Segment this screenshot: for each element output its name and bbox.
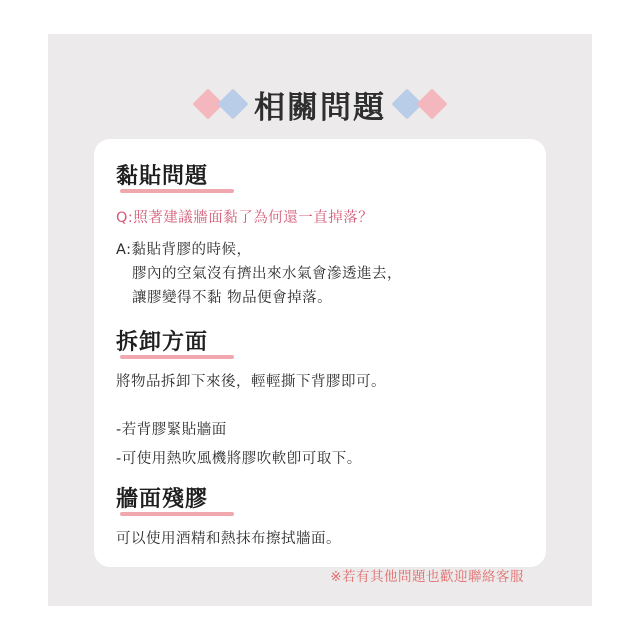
faq-card (94, 139, 546, 586)
question-text: Q:照著建議牆面黏了為何還一直掉落？ (116, 210, 374, 226)
answer-line: A:黏貼背膠的時候， (116, 242, 252, 258)
section-removal (116, 325, 524, 472)
right-diamond-group (396, 93, 443, 115)
body-line: 可以使用酒精和熱抹布擦拭牆面。 (116, 530, 341, 547)
diamond-icon (217, 88, 248, 119)
page-title: 相關問題 (254, 89, 386, 126)
answer-line: 膠內的空氣沒有擠出來水氣會滲透進去， (132, 265, 402, 282)
section-residue (116, 482, 524, 552)
body-line: -可使用熱吹風機將膠吹軟卽可取下。 (116, 451, 362, 468)
section-adhesion (116, 159, 524, 311)
diamond-icon (416, 88, 447, 119)
answer-line: 讓膠變得不黏 物品便會掉落。 (132, 289, 333, 306)
answer-block (116, 239, 524, 311)
footer-note: ※若有其他問題也歡迎聯絡客服 (330, 569, 524, 586)
section-heading: 黏貼問題 (116, 159, 208, 192)
left-diamond-group (197, 93, 244, 115)
section-heading: 拆卸方面 (116, 325, 208, 358)
body-line: 將物品拆卸下來後，輕輕撕下背膠即可。 (116, 373, 386, 390)
poster-panel (48, 34, 592, 606)
poster-header (48, 74, 592, 134)
spacer (116, 398, 524, 414)
section-heading: 牆面殘膠 (116, 482, 208, 515)
body-line: -若背膠緊貼牆面 (116, 422, 227, 439)
